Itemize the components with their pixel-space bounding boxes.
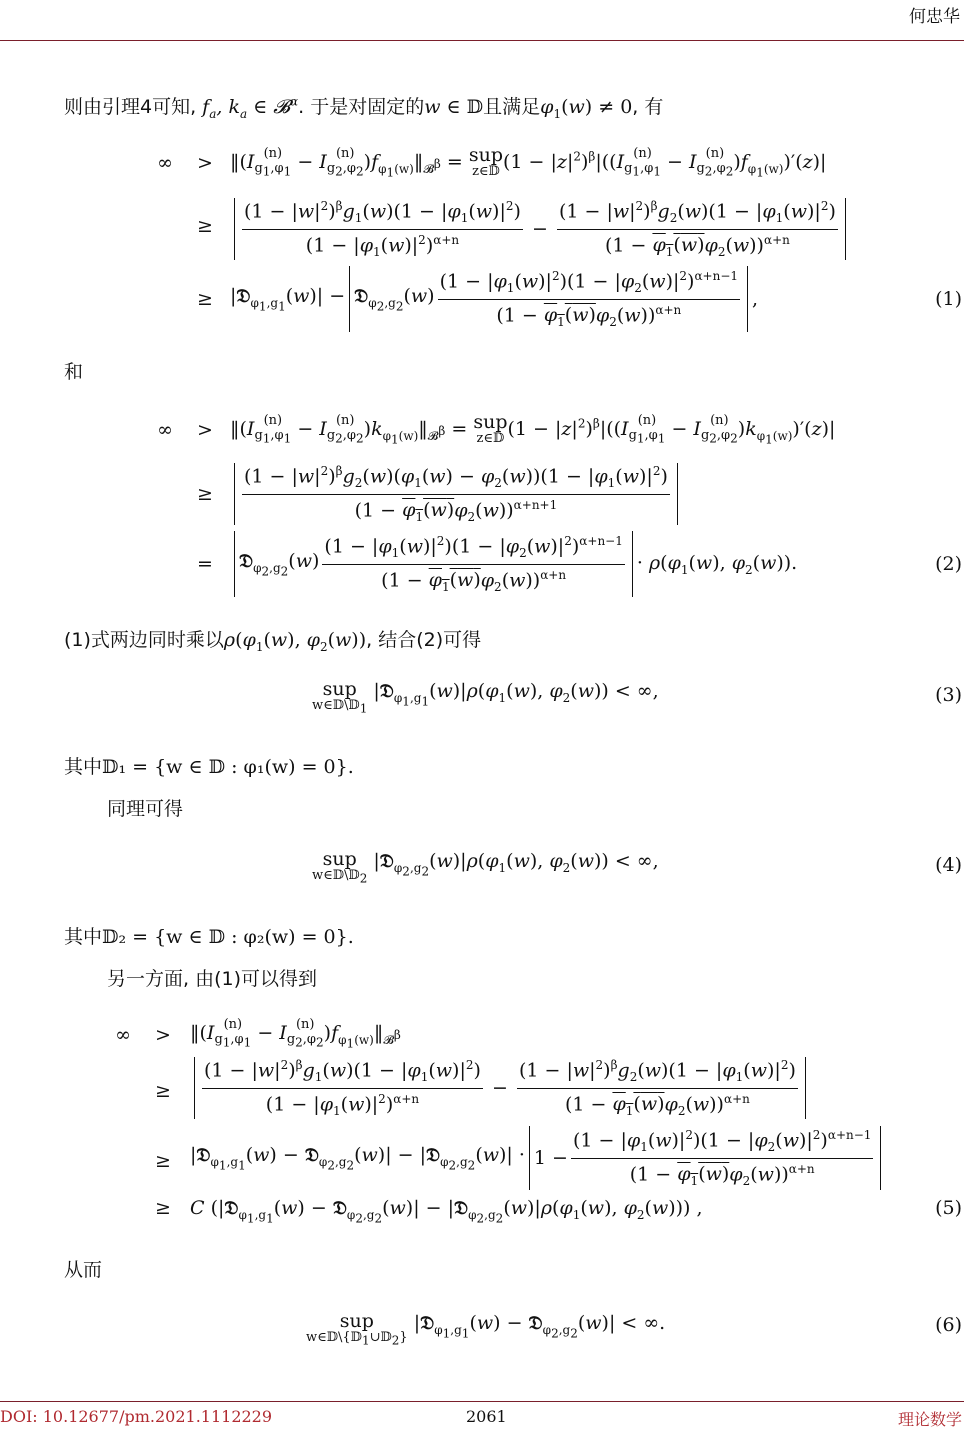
header-rule bbox=[0, 40, 964, 41]
word-and: 和 bbox=[64, 361, 84, 383]
footer-journal: 理论数学 bbox=[897, 1410, 962, 1429]
equation-number-6: (6) bbox=[935, 1314, 962, 1336]
other-hand: 另一方面, 由(1)可以得到 bbox=[107, 968, 317, 990]
paragraph-intro: 则由引理4可知, $f_a$, $k_a$ ∈ 𝓑$^\alpha$. 于是对固定的w ∈ 𝔻且满足$\varphi_1(w) \ne 0$, 有 bbox=[64, 94, 664, 121]
where-d1: 其中𝔻₁ = {w ∈ 𝔻 : φ₁(w) = 0}. bbox=[64, 756, 354, 778]
footer-doi-link[interactable]: DOI: 10.12677/pm.2021.1112229 bbox=[0, 1407, 273, 1426]
equation-number-3: (3) bbox=[935, 684, 962, 706]
equation-number-4: (4) bbox=[935, 854, 962, 876]
hence: 从而 bbox=[64, 1259, 103, 1281]
paragraph-multiply: (1)式两边同时乘以$\rho(\varphi_1(w)$, $\varphi_2(w)$), 结合(2)可得 bbox=[64, 629, 482, 654]
header-author: 何忠华 bbox=[909, 7, 960, 27]
equation-number-5: (5) bbox=[935, 1197, 962, 1219]
equation-number-1: (1) bbox=[935, 288, 962, 310]
footer-rule bbox=[0, 1401, 964, 1402]
similarly: 同理可得 bbox=[107, 798, 184, 820]
footer-page-number: 2061 bbox=[466, 1407, 507, 1426]
where-d2: 其中𝔻₂ = {w ∈ 𝔻 : φ₂(w) = 0}. bbox=[64, 926, 354, 948]
equation-number-2: (2) bbox=[935, 553, 962, 575]
